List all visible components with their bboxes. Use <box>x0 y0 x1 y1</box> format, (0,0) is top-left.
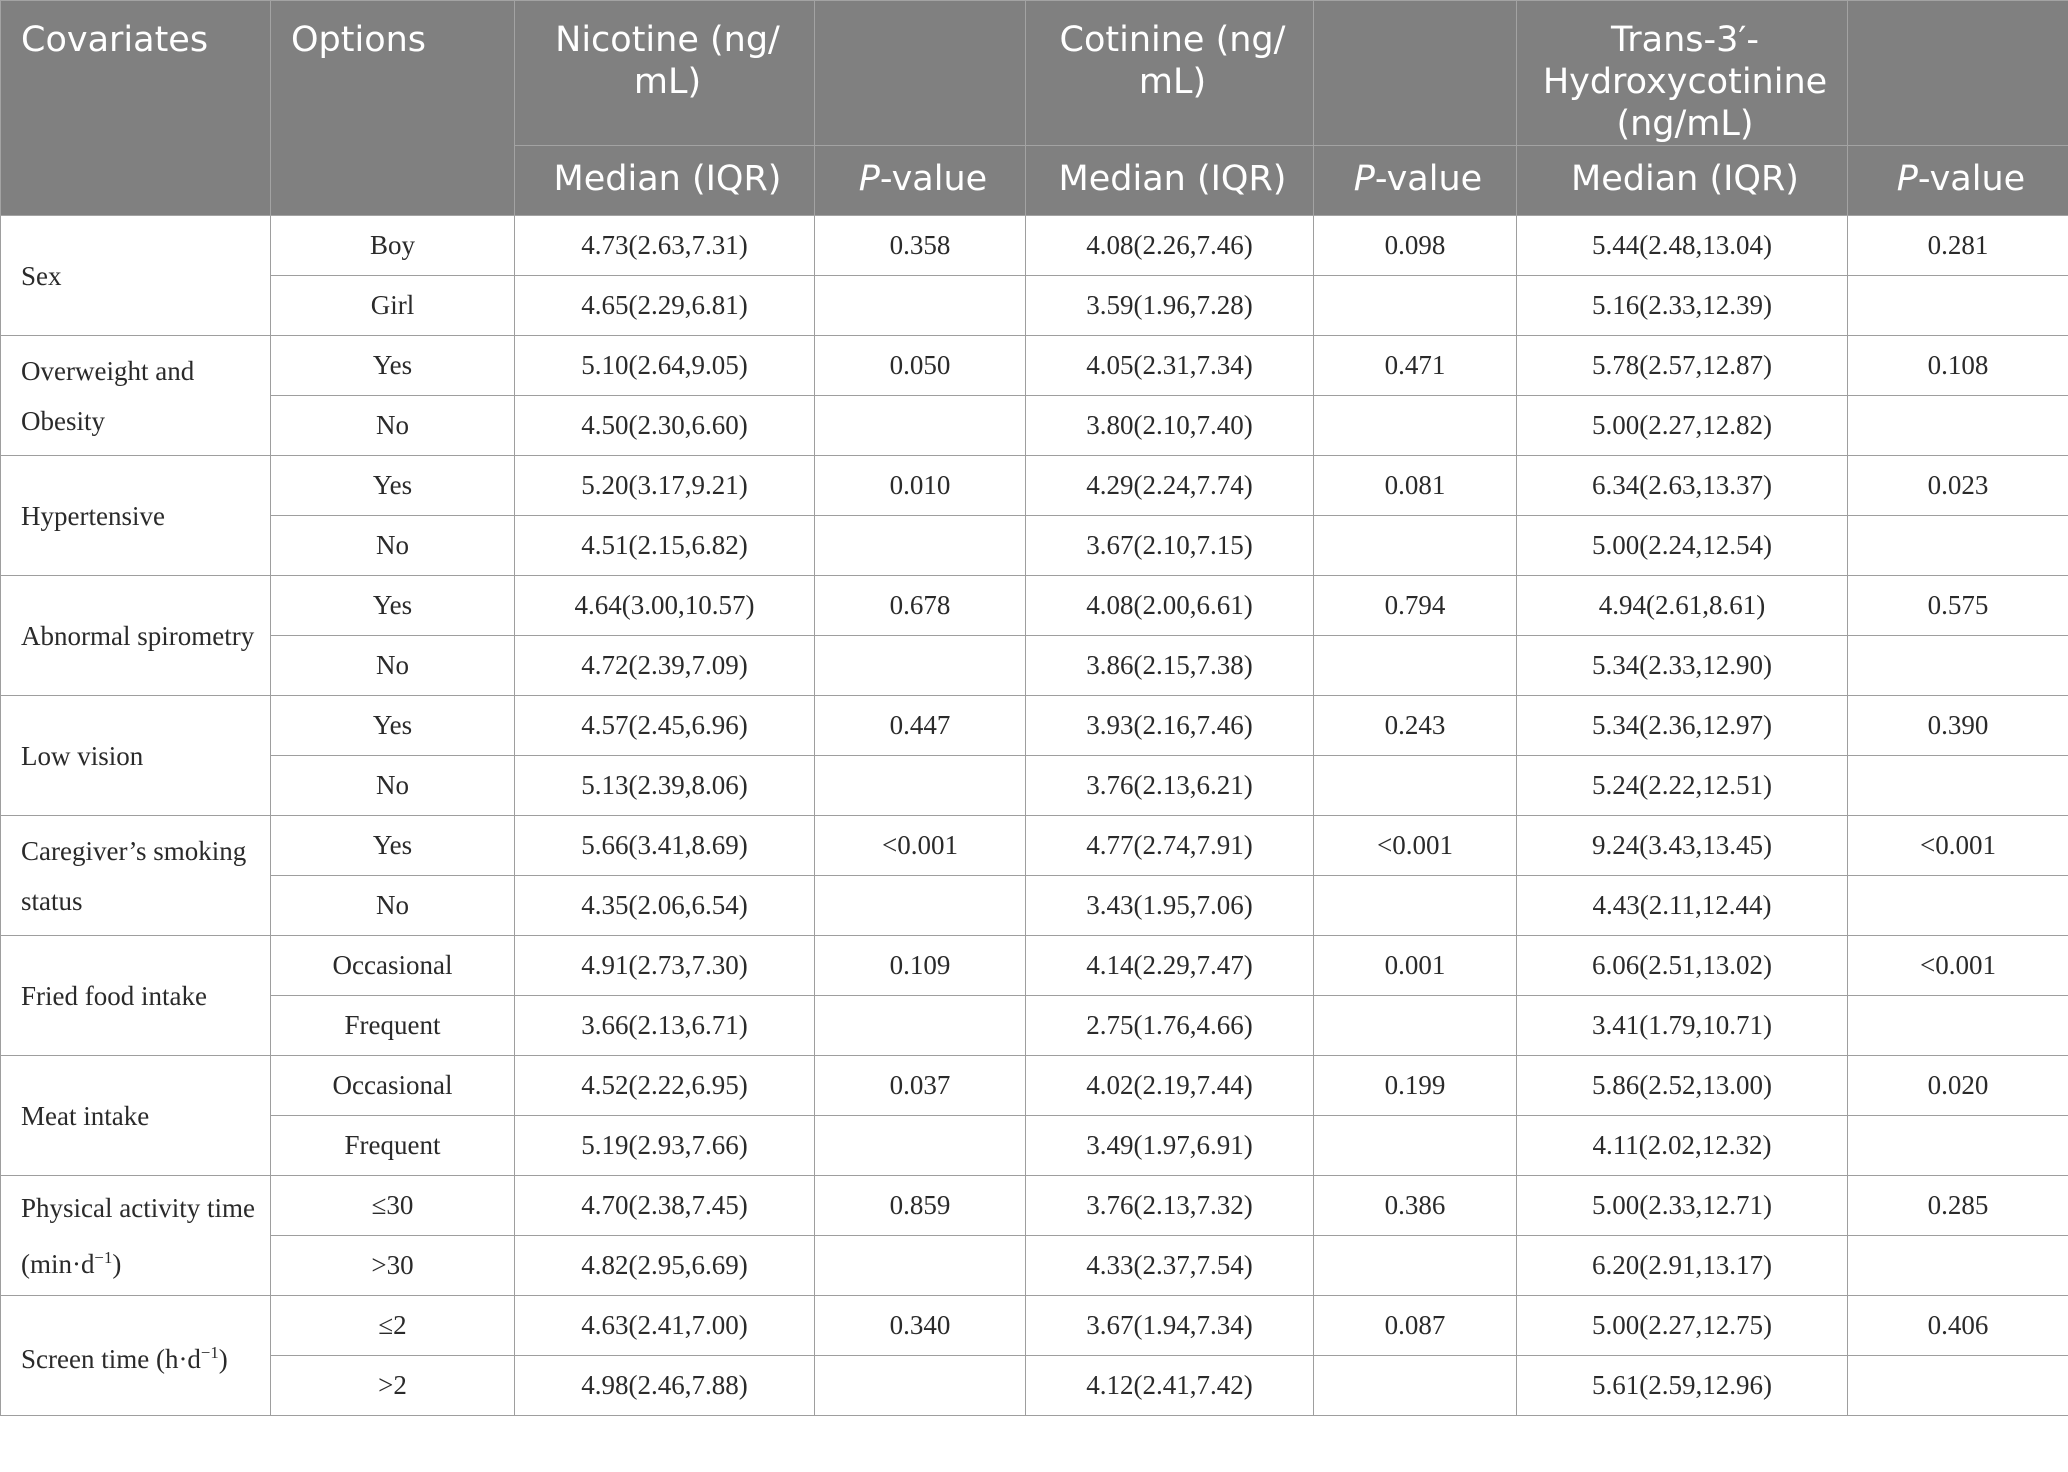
covariate-label-end: ) <box>112 1248 122 1279</box>
option-cell: Yes <box>271 816 515 876</box>
trans-median-cell: 5.00(2.27,12.82) <box>1517 396 1848 456</box>
option-cell: Yes <box>271 456 515 516</box>
nicotine-p-value-cell: 0.678 <box>815 576 1026 636</box>
cotinine-p-value-cell <box>1314 996 1517 1056</box>
option-cell: No <box>271 516 515 576</box>
nicotine-p-value-cell <box>815 756 1026 816</box>
covariate-cell <box>1 1056 271 1176</box>
nicotine-p-value-cell <box>815 276 1026 336</box>
table-row <box>1 696 2068 756</box>
option-cell: Frequent <box>271 996 515 1056</box>
table-header <box>1 1 2068 216</box>
header-covariates: Covariates <box>1 1 271 216</box>
option-cell: ≤2 <box>271 1296 515 1356</box>
option-cell: Occasional <box>271 936 515 996</box>
trans-median-cell: 3.41(1.79,10.71) <box>1517 996 1848 1056</box>
cotinine-median-cell: 3.67(2.10,7.15) <box>1026 516 1314 576</box>
nicotine-median-cell: 5.19(2.93,7.66) <box>515 1116 815 1176</box>
trans-median-cell: 6.34(2.63,13.37) <box>1517 456 1848 516</box>
option-cell: Yes <box>271 696 515 756</box>
covariate-label: Physical activity time (min·d <box>21 1192 255 1279</box>
covariate-cell <box>1 816 271 936</box>
option-cell: No <box>271 756 515 816</box>
nicotine-median-cell: 5.13(2.39,8.06) <box>515 756 815 816</box>
covariate-cell <box>1 696 271 816</box>
cotinine-p-value-cell: 0.087 <box>1314 1296 1517 1356</box>
table-row <box>1 516 2068 576</box>
trans-p-value-cell: 0.281 <box>1848 216 2068 276</box>
trans-p-value-cell <box>1848 516 2068 576</box>
header-trans-blank <box>1848 1 2068 146</box>
header-cotinine-blank <box>1314 1 1517 146</box>
nicotine-p-value-cell: <0.001 <box>815 816 1026 876</box>
nicotine-p-value-cell <box>815 1116 1026 1176</box>
trans-median-cell: 5.78(2.57,12.87) <box>1517 336 1848 396</box>
trans-median-cell: 5.00(2.24,12.54) <box>1517 516 1848 576</box>
nicotine-median-cell: 5.66(3.41,8.69) <box>515 816 815 876</box>
cotinine-p-value-cell <box>1314 396 1517 456</box>
covariate-cell <box>1 936 271 1056</box>
table-row <box>1 336 2068 396</box>
cotinine-median-cell: 4.08(2.00,6.61) <box>1026 576 1314 636</box>
trans-median-cell: 5.61(2.59,12.96) <box>1517 1356 1848 1416</box>
cotinine-median-cell: 3.76(2.13,6.21) <box>1026 756 1314 816</box>
trans-median-cell: 4.94(2.61,8.61) <box>1517 576 1848 636</box>
cotinine-p-value-cell: 0.001 <box>1314 936 1517 996</box>
trans-median-cell: 9.24(3.43,13.45) <box>1517 816 1848 876</box>
cotinine-median-cell: 3.49(1.97,6.91) <box>1026 1116 1314 1176</box>
trans-p-value-cell: 0.285 <box>1848 1176 2068 1236</box>
subheader-nicotine-p-value <box>815 146 1026 216</box>
nicotine-median-cell: 4.35(2.06,6.54) <box>515 876 815 936</box>
cotinine-p-value-cell <box>1314 1236 1517 1296</box>
cotinine-median-cell: 3.93(2.16,7.46) <box>1026 696 1314 756</box>
p-value-suffix: -value <box>1917 159 2026 199</box>
covariate-cell <box>1 456 271 576</box>
table-row <box>1 396 2068 456</box>
trans-p-value-cell <box>1848 876 2068 936</box>
nicotine-median-cell: 4.64(3.00,10.57) <box>515 576 815 636</box>
nicotine-median-cell: 4.63(2.41,7.00) <box>515 1296 815 1356</box>
nicotine-median-cell: 4.51(2.15,6.82) <box>515 516 815 576</box>
header-trans-hydroxycotinine: Trans-3′-Hydroxycotinine (ng/mL) <box>1517 1 1848 146</box>
covariate-label: Screen time (h·d <box>21 1343 201 1374</box>
cotinine-p-value-cell: 0.243 <box>1314 696 1517 756</box>
cotinine-p-value-cell <box>1314 516 1517 576</box>
trans-median-cell: 5.34(2.33,12.90) <box>1517 636 1848 696</box>
trans-median-cell: 5.34(2.36,12.97) <box>1517 696 1848 756</box>
cotinine-median-cell: 4.33(2.37,7.54) <box>1026 1236 1314 1296</box>
trans-p-value-cell <box>1848 396 2068 456</box>
covariate-cell <box>1 1296 271 1416</box>
cotinine-p-value-cell <box>1314 636 1517 696</box>
option-cell: >30 <box>271 1236 515 1296</box>
cotinine-median-cell: 4.12(2.41,7.42) <box>1026 1356 1314 1416</box>
table-body <box>1 216 2068 1416</box>
nicotine-p-value-cell <box>815 996 1026 1056</box>
trans-p-value-cell <box>1848 636 2068 696</box>
header-cotinine: Cotinine (ng/ mL) <box>1026 1 1314 146</box>
table-row <box>1 1176 2068 1236</box>
trans-median-cell: 5.00(2.27,12.75) <box>1517 1296 1848 1356</box>
table-row <box>1 936 2068 996</box>
table-row <box>1 996 2068 1056</box>
option-cell: Occasional <box>271 1056 515 1116</box>
nicotine-median-cell: 5.20(3.17,9.21) <box>515 456 815 516</box>
cotinine-median-cell: 4.14(2.29,7.47) <box>1026 936 1314 996</box>
covariate-label: Sex <box>21 260 62 291</box>
trans-median-cell: 6.20(2.91,13.17) <box>1517 1236 1848 1296</box>
cotinine-median-cell: 2.75(1.76,4.66) <box>1026 996 1314 1056</box>
nicotine-median-cell: 4.50(2.30,6.60) <box>515 396 815 456</box>
nicotine-median-cell: 3.66(2.13,6.71) <box>515 996 815 1056</box>
cotinine-median-cell: 4.08(2.26,7.46) <box>1026 216 1314 276</box>
cotinine-p-value-cell: 0.098 <box>1314 216 1517 276</box>
covariate-label: Fried food intake <box>21 980 207 1011</box>
cotinine-median-cell: 4.29(2.24,7.74) <box>1026 456 1314 516</box>
table-row <box>1 1236 2068 1296</box>
option-cell: Boy <box>271 216 515 276</box>
table-row <box>1 456 2068 516</box>
trans-p-value-cell: 0.023 <box>1848 456 2068 516</box>
table-row <box>1 576 2068 636</box>
covariate-unit-exponent: −1 <box>94 1247 113 1267</box>
option-cell: Girl <box>271 276 515 336</box>
p-italic-letter: P <box>1896 159 1918 199</box>
subheader-cotinine-p-value <box>1314 146 1517 216</box>
covariate-cell <box>1 1176 271 1296</box>
cotinine-p-value-cell <box>1314 876 1517 936</box>
cotinine-median-cell: 3.86(2.15,7.38) <box>1026 636 1314 696</box>
table-row <box>1 1296 2068 1356</box>
cotinine-median-cell: 3.80(2.10,7.40) <box>1026 396 1314 456</box>
trans-p-value-cell: 0.575 <box>1848 576 2068 636</box>
nicotine-p-value-cell: 0.358 <box>815 216 1026 276</box>
nicotine-p-value-cell: 0.340 <box>815 1296 1026 1356</box>
trans-p-value-cell <box>1848 756 2068 816</box>
option-cell: Yes <box>271 576 515 636</box>
header-nicotine-blank <box>815 1 1026 146</box>
cotinine-p-value-cell: 0.471 <box>1314 336 1517 396</box>
table-row <box>1 636 2068 696</box>
nicotine-p-value-cell: 0.010 <box>815 456 1026 516</box>
nicotine-median-cell: 4.73(2.63,7.31) <box>515 216 815 276</box>
nicotine-median-cell: 4.91(2.73,7.30) <box>515 936 815 996</box>
trans-median-cell: 5.16(2.33,12.39) <box>1517 276 1848 336</box>
option-cell: ≤30 <box>271 1176 515 1236</box>
trans-p-value-cell <box>1848 1116 2068 1176</box>
trans-median-cell: 4.11(2.02,12.32) <box>1517 1116 1848 1176</box>
table-row <box>1 1056 2068 1116</box>
option-cell: No <box>271 396 515 456</box>
option-cell: >2 <box>271 1356 515 1416</box>
trans-p-value-cell: 0.390 <box>1848 696 2068 756</box>
covariate-unit-exponent: −1 <box>200 1342 219 1362</box>
trans-median-cell: 5.86(2.52,13.00) <box>1517 1056 1848 1116</box>
table-row <box>1 1356 2068 1416</box>
nicotine-p-value-cell <box>815 636 1026 696</box>
cotinine-p-value-cell <box>1314 1116 1517 1176</box>
trans-p-value-cell: 0.020 <box>1848 1056 2068 1116</box>
nicotine-p-value-cell: 0.037 <box>815 1056 1026 1116</box>
option-cell: No <box>271 876 515 936</box>
nicotine-median-cell: 4.70(2.38,7.45) <box>515 1176 815 1236</box>
header-options: Options <box>271 1 515 216</box>
covariate-cell <box>1 576 271 696</box>
table-row <box>1 276 2068 336</box>
nicotine-p-value-cell <box>815 396 1026 456</box>
trans-median-cell: 5.00(2.33,12.71) <box>1517 1176 1848 1236</box>
nicotine-median-cell: 5.10(2.64,9.05) <box>515 336 815 396</box>
covariate-label: Hypertensive <box>21 500 165 531</box>
table-row <box>1 756 2068 816</box>
subheader-nicotine-median-iqr: Median (IQR) <box>515 146 815 216</box>
option-cell: Frequent <box>271 1116 515 1176</box>
nicotine-p-value-cell: 0.447 <box>815 696 1026 756</box>
covariate-label: Meat intake <box>21 1100 150 1131</box>
covariate-label: Abnormal spirometry <box>21 620 255 651</box>
covariate-cell <box>1 336 271 456</box>
cotinine-median-cell: 3.43(1.95,7.06) <box>1026 876 1314 936</box>
cotinine-p-value-cell: <0.001 <box>1314 816 1517 876</box>
subheader-trans-p-value <box>1848 146 2068 216</box>
cotinine-median-cell: 4.02(2.19,7.44) <box>1026 1056 1314 1116</box>
cotinine-p-value-cell <box>1314 276 1517 336</box>
cotinine-median-cell: 4.05(2.31,7.34) <box>1026 336 1314 396</box>
covariate-label: Low vision <box>21 740 144 771</box>
nicotine-p-value-cell: 0.109 <box>815 936 1026 996</box>
trans-median-cell: 4.43(2.11,12.44) <box>1517 876 1848 936</box>
cotinine-median-cell: 3.67(1.94,7.34) <box>1026 1296 1314 1356</box>
nicotine-median-cell: 4.57(2.45,6.96) <box>515 696 815 756</box>
covariate-label-end: ) <box>218 1343 228 1374</box>
trans-p-value-cell: 0.406 <box>1848 1296 2068 1356</box>
p-italic-letter: P <box>1353 159 1375 199</box>
p-value-suffix: -value <box>879 159 988 199</box>
p-italic-letter: P <box>858 159 880 199</box>
cotinine-p-value-cell: 0.386 <box>1314 1176 1517 1236</box>
nicotine-median-cell: 4.82(2.95,6.69) <box>515 1236 815 1296</box>
nicotine-p-value-cell: 0.050 <box>815 336 1026 396</box>
trans-median-cell: 5.44(2.48,13.04) <box>1517 216 1848 276</box>
covariate-cell <box>1 216 271 336</box>
trans-p-value-cell <box>1848 996 2068 1056</box>
p-value-suffix: -value <box>1374 159 1483 199</box>
trans-median-cell: 6.06(2.51,13.02) <box>1517 936 1848 996</box>
cotinine-median-cell: 3.76(2.13,7.32) <box>1026 1176 1314 1236</box>
cotinine-median-cell: 3.59(1.96,7.28) <box>1026 276 1314 336</box>
trans-p-value-cell: <0.001 <box>1848 936 2068 996</box>
covariate-label: Overweight and Obesity <box>21 355 195 436</box>
header-nicotine: Nicotine (ng/ mL) <box>515 1 815 146</box>
subheader-trans-median-iqr: Median (IQR) <box>1517 146 1848 216</box>
table-row <box>1 1116 2068 1176</box>
cotinine-p-value-cell: 0.794 <box>1314 576 1517 636</box>
option-cell: No <box>271 636 515 696</box>
cotinine-p-value-cell <box>1314 1356 1517 1416</box>
nicotine-median-cell: 4.65(2.29,6.81) <box>515 276 815 336</box>
nicotine-median-cell: 4.72(2.39,7.09) <box>515 636 815 696</box>
table-row <box>1 216 2068 276</box>
nicotine-p-value-cell <box>815 876 1026 936</box>
option-cell: Yes <box>271 336 515 396</box>
nicotine-median-cell: 4.52(2.22,6.95) <box>515 1056 815 1116</box>
cotinine-median-cell: 4.77(2.74,7.91) <box>1026 816 1314 876</box>
cotinine-p-value-cell: 0.081 <box>1314 456 1517 516</box>
table-row <box>1 816 2068 876</box>
trans-median-cell: 5.24(2.22,12.51) <box>1517 756 1848 816</box>
trans-p-value-cell: 0.108 <box>1848 336 2068 396</box>
cotinine-p-value-cell <box>1314 756 1517 816</box>
nicotine-p-value-cell: 0.859 <box>815 1176 1026 1236</box>
nicotine-p-value-cell <box>815 1356 1026 1416</box>
nicotine-p-value-cell <box>815 1236 1026 1296</box>
trans-p-value-cell: <0.001 <box>1848 816 2068 876</box>
trans-p-value-cell <box>1848 1236 2068 1296</box>
nicotine-p-value-cell <box>815 516 1026 576</box>
nicotine-median-cell: 4.98(2.46,7.88) <box>515 1356 815 1416</box>
cotinine-p-value-cell: 0.199 <box>1314 1056 1517 1116</box>
table-row <box>1 876 2068 936</box>
covariate-label: Caregiver’s smoking status <box>21 835 247 916</box>
subheader-cotinine-median-iqr: Median (IQR) <box>1026 146 1314 216</box>
trans-p-value-cell <box>1848 1356 2068 1416</box>
trans-p-value-cell <box>1848 276 2068 336</box>
